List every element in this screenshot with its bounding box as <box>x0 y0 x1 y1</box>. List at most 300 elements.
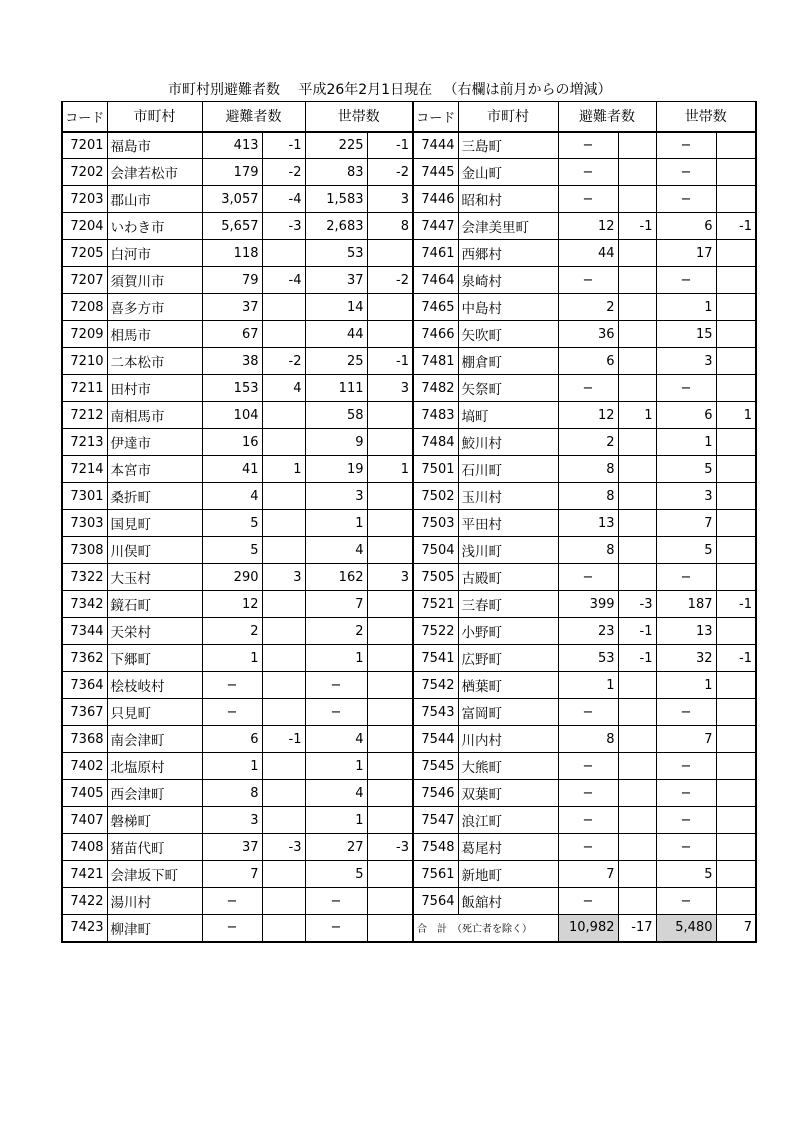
header-evacuees-right: 避難者数 <box>558 102 656 132</box>
left-evacuees-change: -2 <box>262 348 305 375</box>
table-row <box>62 159 756 186</box>
right-households-change <box>716 618 756 645</box>
table-row <box>62 780 756 807</box>
right-households: 13 <box>656 618 716 645</box>
right-evacuees: 7 <box>558 861 618 888</box>
right-municipality: 塙町 <box>458 402 558 429</box>
left-evacuees-change <box>262 294 305 321</box>
right-evacuees-change <box>618 483 656 510</box>
left-households-change <box>367 240 413 267</box>
right-municipality: 双葉町 <box>458 780 558 807</box>
right-households-change <box>716 294 756 321</box>
right-evacuees-change: -1 <box>618 618 656 645</box>
right-code: 7504 <box>413 537 458 564</box>
right-households: 6 <box>656 213 716 240</box>
right-evacuees: 53 <box>558 645 618 672</box>
right-evacuees-change <box>618 807 656 834</box>
left-evacuees-change: -1 <box>262 726 305 753</box>
right-evacuees-change <box>618 564 656 591</box>
right-code: 7483 <box>413 402 458 429</box>
right-municipality: 西郷村 <box>458 240 558 267</box>
right-households: 5 <box>656 861 716 888</box>
left-evacuees: 67 <box>202 321 262 348</box>
right-municipality: 三春町 <box>458 591 558 618</box>
right-municipality: 新地町 <box>458 861 558 888</box>
right-households: − <box>656 186 716 213</box>
left-households: 25 <box>305 348 367 375</box>
right-households-change <box>716 456 756 483</box>
right-code: 7465 <box>413 294 458 321</box>
right-households-change <box>716 672 756 699</box>
left-municipality: 郡山市 <box>107 186 202 213</box>
left-municipality: 国見町 <box>107 510 202 537</box>
left-code: 7421 <box>62 861 107 888</box>
left-code: 7407 <box>62 807 107 834</box>
left-evacuees-change <box>262 888 305 915</box>
right-code: 7564 <box>413 888 458 915</box>
table-row <box>62 672 756 699</box>
left-evacuees-change <box>262 645 305 672</box>
left-households: 9 <box>305 429 367 456</box>
left-evacuees: 1 <box>202 645 262 672</box>
left-households-change <box>367 780 413 807</box>
table-row <box>62 564 756 591</box>
right-evacuees: 6 <box>558 348 618 375</box>
right-households-change <box>716 699 756 726</box>
left-evacuees-change <box>262 618 305 645</box>
right-evacuees-change <box>618 537 656 564</box>
right-households-change <box>716 510 756 537</box>
right-households: − <box>656 699 716 726</box>
left-code: 7405 <box>62 780 107 807</box>
right-code: 7501 <box>413 456 458 483</box>
right-households: 3 <box>656 348 716 375</box>
left-households: 58 <box>305 402 367 429</box>
right-evacuees: 399 <box>558 591 618 618</box>
right-municipality: 富岡町 <box>458 699 558 726</box>
left-households: 5 <box>305 861 367 888</box>
left-evacuees: − <box>202 915 262 942</box>
right-households: 5 <box>656 456 716 483</box>
left-households: 7 <box>305 591 367 618</box>
left-households-change <box>367 591 413 618</box>
right-code: 7548 <box>413 834 458 861</box>
left-code: 7303 <box>62 510 107 537</box>
header-municipality-left: 市町村 <box>107 102 202 132</box>
left-code: 7367 <box>62 699 107 726</box>
header-code-left: コード <box>62 102 107 132</box>
right-households: − <box>656 888 716 915</box>
left-municipality: 桧枝岐村 <box>107 672 202 699</box>
left-households-change <box>367 726 413 753</box>
right-evacuees: − <box>558 888 618 915</box>
left-evacuees-change: 1 <box>262 456 305 483</box>
left-households: 2,683 <box>305 213 367 240</box>
left-code: 7213 <box>62 429 107 456</box>
left-municipality: 会津坂下町 <box>107 861 202 888</box>
left-households-change: -3 <box>367 834 413 861</box>
right-evacuees: 2 <box>558 429 618 456</box>
right-households: − <box>656 564 716 591</box>
right-households-change <box>716 240 756 267</box>
left-municipality: 南会津町 <box>107 726 202 753</box>
left-households: 37 <box>305 267 367 294</box>
left-municipality: いわき市 <box>107 213 202 240</box>
left-code: 7201 <box>62 132 107 159</box>
right-households-change <box>716 429 756 456</box>
left-households: − <box>305 888 367 915</box>
right-evacuees: 13 <box>558 510 618 537</box>
right-households: 15 <box>656 321 716 348</box>
right-evacuees-change <box>618 132 656 159</box>
table-row <box>62 375 756 402</box>
right-code: 7445 <box>413 159 458 186</box>
left-evacuees: 5 <box>202 510 262 537</box>
left-evacuees-change: -3 <box>262 834 305 861</box>
left-households: 27 <box>305 834 367 861</box>
left-evacuees-change: -1 <box>262 132 305 159</box>
left-evacuees-change <box>262 753 305 780</box>
right-code: 7546 <box>413 780 458 807</box>
left-municipality: 川俣町 <box>107 537 202 564</box>
table-row <box>62 645 756 672</box>
left-households-change <box>367 429 413 456</box>
left-evacuees-change <box>262 915 305 942</box>
right-households-change <box>716 321 756 348</box>
left-households: 53 <box>305 240 367 267</box>
right-households: 17 <box>656 240 716 267</box>
right-evacuees: 12 <box>558 402 618 429</box>
right-evacuees: 12 <box>558 213 618 240</box>
right-municipality: 金山町 <box>458 159 558 186</box>
left-evacuees-change: 3 <box>262 564 305 591</box>
right-evacuees-change: -1 <box>618 645 656 672</box>
left-evacuees-change: 4 <box>262 375 305 402</box>
table-row <box>62 861 756 888</box>
left-households-change <box>367 915 413 942</box>
left-code: 7202 <box>62 159 107 186</box>
left-code: 7423 <box>62 915 107 942</box>
left-municipality: 須賀川市 <box>107 267 202 294</box>
left-code: 7308 <box>62 537 107 564</box>
left-households-change <box>367 672 413 699</box>
total-households: 5,480 <box>656 915 716 942</box>
left-evacuees: 118 <box>202 240 262 267</box>
left-code: 7322 <box>62 564 107 591</box>
evacuee-table <box>61 101 757 943</box>
table-row <box>62 483 756 510</box>
left-households-change <box>367 294 413 321</box>
header-municipality-right: 市町村 <box>458 102 558 132</box>
right-households-change <box>716 726 756 753</box>
right-code: 7502 <box>413 483 458 510</box>
right-evacuees-change: -3 <box>618 591 656 618</box>
right-households-change: -1 <box>716 645 756 672</box>
right-households: − <box>656 807 716 834</box>
right-households-change: 1 <box>716 402 756 429</box>
left-households-change <box>367 510 413 537</box>
right-code: 7544 <box>413 726 458 753</box>
left-evacuees: 413 <box>202 132 262 159</box>
right-evacuees-change <box>618 510 656 537</box>
left-households: 4 <box>305 726 367 753</box>
right-households-change <box>716 753 756 780</box>
right-code: 7542 <box>413 672 458 699</box>
left-evacuees-change <box>262 780 305 807</box>
right-evacuees: − <box>558 807 618 834</box>
table-row <box>62 132 756 159</box>
right-households: 1 <box>656 672 716 699</box>
left-municipality: 湯川村 <box>107 888 202 915</box>
left-code: 7208 <box>62 294 107 321</box>
left-evacuees: − <box>202 699 262 726</box>
right-households-change <box>716 348 756 375</box>
right-evacuees: − <box>558 159 618 186</box>
left-households: − <box>305 699 367 726</box>
left-evacuees: 79 <box>202 267 262 294</box>
right-evacuees-change <box>618 429 656 456</box>
left-households-change: 3 <box>367 186 413 213</box>
right-evacuees-change <box>618 456 656 483</box>
right-households: − <box>656 375 716 402</box>
left-households-change: 3 <box>367 564 413 591</box>
left-households: 1 <box>305 753 367 780</box>
left-households: 4 <box>305 780 367 807</box>
right-evacuees: − <box>558 834 618 861</box>
left-code: 7362 <box>62 645 107 672</box>
table-row <box>62 834 756 861</box>
right-households: 7 <box>656 726 716 753</box>
left-households-change <box>367 483 413 510</box>
left-code: 7207 <box>62 267 107 294</box>
right-households-change <box>716 861 756 888</box>
table-row <box>62 213 756 240</box>
left-code: 7301 <box>62 483 107 510</box>
left-evacuees: 3 <box>202 807 262 834</box>
left-evacuees: 16 <box>202 429 262 456</box>
table-row <box>62 618 756 645</box>
right-evacuees: 1 <box>558 672 618 699</box>
right-municipality: 楢葉町 <box>458 672 558 699</box>
table-row <box>62 699 756 726</box>
table-row <box>62 807 756 834</box>
table-row <box>62 726 756 753</box>
right-evacuees-change <box>618 888 656 915</box>
right-code: 7464 <box>413 267 458 294</box>
right-households: − <box>656 267 716 294</box>
header-row <box>62 102 756 132</box>
left-municipality: 猪苗代町 <box>107 834 202 861</box>
total-evacuees: 10,982 <box>558 915 618 942</box>
left-households-change <box>367 618 413 645</box>
total-households-change: 7 <box>716 915 756 942</box>
right-households: − <box>656 780 716 807</box>
left-evacuees: 6 <box>202 726 262 753</box>
right-evacuees: 2 <box>558 294 618 321</box>
right-evacuees: − <box>558 186 618 213</box>
right-households-change <box>716 780 756 807</box>
left-households-change <box>367 888 413 915</box>
right-households: 32 <box>656 645 716 672</box>
left-households: 83 <box>305 159 367 186</box>
left-municipality: 南相馬市 <box>107 402 202 429</box>
left-evacuees-change <box>262 807 305 834</box>
left-households: 14 <box>305 294 367 321</box>
left-households: 1 <box>305 807 367 834</box>
left-households-change <box>367 699 413 726</box>
right-municipality: 会津美里町 <box>458 213 558 240</box>
right-households-change <box>716 807 756 834</box>
right-code: 7521 <box>413 591 458 618</box>
right-evacuees-change <box>618 294 656 321</box>
left-evacuees-change <box>262 510 305 537</box>
right-code: 7481 <box>413 348 458 375</box>
left-municipality: 二本松市 <box>107 348 202 375</box>
left-municipality: 本宮市 <box>107 456 202 483</box>
right-households: − <box>656 753 716 780</box>
left-households-change: 1 <box>367 456 413 483</box>
left-households: 2 <box>305 618 367 645</box>
left-municipality: 桑折町 <box>107 483 202 510</box>
left-evacuees: 104 <box>202 402 262 429</box>
right-households-change <box>716 375 756 402</box>
left-evacuees-change: -4 <box>262 267 305 294</box>
table-row <box>62 456 756 483</box>
right-code: 7484 <box>413 429 458 456</box>
right-households: 3 <box>656 483 716 510</box>
right-code: 7545 <box>413 753 458 780</box>
left-households: 19 <box>305 456 367 483</box>
table-row <box>62 186 756 213</box>
left-code: 7368 <box>62 726 107 753</box>
table-row <box>62 591 756 618</box>
left-households-change: -2 <box>367 267 413 294</box>
right-municipality: 石川町 <box>458 456 558 483</box>
right-households: 1 <box>656 294 716 321</box>
right-municipality: 浅川町 <box>458 537 558 564</box>
left-code: 7211 <box>62 375 107 402</box>
right-code: 7444 <box>413 132 458 159</box>
header-evacuees-left: 避難者数 <box>202 102 305 132</box>
left-municipality: 北塩原村 <box>107 753 202 780</box>
right-municipality: 三島町 <box>458 132 558 159</box>
right-evacuees-change <box>618 726 656 753</box>
left-municipality: 大玉村 <box>107 564 202 591</box>
left-code: 7212 <box>62 402 107 429</box>
right-evacuees: 23 <box>558 618 618 645</box>
right-evacuees-change <box>618 780 656 807</box>
table-row <box>62 537 756 564</box>
left-municipality: 西会津町 <box>107 780 202 807</box>
left-households: 1,583 <box>305 186 367 213</box>
left-households: − <box>305 672 367 699</box>
table-row <box>62 510 756 537</box>
right-municipality: 飯舘村 <box>458 888 558 915</box>
left-code: 7204 <box>62 213 107 240</box>
right-municipality: 小野町 <box>458 618 558 645</box>
left-evacuees-change <box>262 699 305 726</box>
left-municipality: 鏡石町 <box>107 591 202 618</box>
right-households-change <box>716 132 756 159</box>
right-code: 7466 <box>413 321 458 348</box>
left-households-change <box>367 645 413 672</box>
left-municipality: 磐梯町 <box>107 807 202 834</box>
right-evacuees: − <box>558 564 618 591</box>
left-municipality: 喜多方市 <box>107 294 202 321</box>
right-code: 7543 <box>413 699 458 726</box>
right-code: 7522 <box>413 618 458 645</box>
right-evacuees: − <box>558 699 618 726</box>
right-evacuees: − <box>558 375 618 402</box>
right-evacuees: − <box>558 132 618 159</box>
right-code: 7541 <box>413 645 458 672</box>
right-evacuees: − <box>558 267 618 294</box>
right-households-change <box>716 888 756 915</box>
table-row <box>62 429 756 456</box>
left-evacuees-change <box>262 402 305 429</box>
left-evacuees-change <box>262 537 305 564</box>
left-evacuees: 5,657 <box>202 213 262 240</box>
left-households: 1 <box>305 645 367 672</box>
right-households-change <box>716 186 756 213</box>
right-municipality: 広野町 <box>458 645 558 672</box>
right-evacuees-change <box>618 348 656 375</box>
right-municipality: 葛尾村 <box>458 834 558 861</box>
left-households: 1 <box>305 510 367 537</box>
document-title: 市町村別避難者数 平成26年2月1日現在 （右欄は前月からの増減） <box>168 82 612 98</box>
left-code: 7214 <box>62 456 107 483</box>
table-row <box>62 348 756 375</box>
left-evacuees-change: -4 <box>262 186 305 213</box>
right-evacuees-change <box>618 240 656 267</box>
left-households-change: -1 <box>367 132 413 159</box>
left-code: 7344 <box>62 618 107 645</box>
left-evacuees: 5 <box>202 537 262 564</box>
table-row <box>62 240 756 267</box>
right-households-change: -1 <box>716 591 756 618</box>
left-households-change <box>367 321 413 348</box>
left-municipality: 下郷町 <box>107 645 202 672</box>
left-evacuees-change: -2 <box>262 159 305 186</box>
left-evacuees: 4 <box>202 483 262 510</box>
left-households: 4 <box>305 537 367 564</box>
left-households: 3 <box>305 483 367 510</box>
right-code: 7446 <box>413 186 458 213</box>
table-row <box>62 267 756 294</box>
left-households: − <box>305 915 367 942</box>
left-evacuees: 3,057 <box>202 186 262 213</box>
left-evacuees: 2 <box>202 618 262 645</box>
left-municipality: 相馬市 <box>107 321 202 348</box>
right-evacuees-change <box>618 267 656 294</box>
left-code: 7364 <box>62 672 107 699</box>
left-evacuees: − <box>202 888 262 915</box>
left-code: 7210 <box>62 348 107 375</box>
right-households: − <box>656 834 716 861</box>
right-municipality: 川内村 <box>458 726 558 753</box>
left-evacuees: 1 <box>202 753 262 780</box>
right-households-change <box>716 483 756 510</box>
header-households-right: 世帯数 <box>656 102 756 132</box>
left-households-change <box>367 537 413 564</box>
right-households-change <box>716 159 756 186</box>
left-code: 7203 <box>62 186 107 213</box>
right-households: 187 <box>656 591 716 618</box>
left-households: 162 <box>305 564 367 591</box>
left-evacuees: − <box>202 672 262 699</box>
right-evacuees-change <box>618 186 656 213</box>
left-households: 44 <box>305 321 367 348</box>
